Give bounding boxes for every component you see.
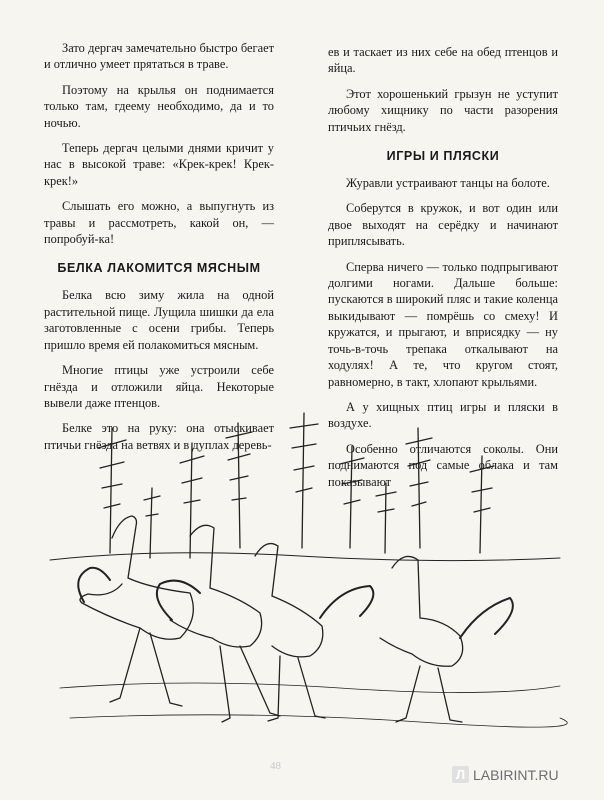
horizon-line <box>50 553 560 561</box>
ground-lines <box>60 683 567 727</box>
paragraph: Белке это на руку: она отыскивает птичьи гнёзда на ветвях и в дуплах деревь- <box>44 421 274 452</box>
paragraph: ев и таскает из них себе на обед птенцов и яйца. <box>328 45 558 76</box>
watermark-text: LABIRINT.RU <box>473 766 559 783</box>
section-heading: БЕЛКА ЛАКОМИТСЯ МЯСНЫМ <box>57 261 261 276</box>
paragraph: Особенно отличаются соколы. Они поднимаются под самые облака и там показывают <box>328 441 558 489</box>
labirint-logo-icon: Л <box>452 766 469 783</box>
labirint-watermark <box>452 766 559 783</box>
crane-center-right <box>255 544 373 721</box>
paragraph: Этот хорошенький грызун не уступит любому хищнику по части разорения птичьих гнёзд. <box>328 86 558 134</box>
section-heading: ИГРЫ И ПЛЯСКИ <box>386 149 500 164</box>
crane-right <box>380 556 513 722</box>
crane-left <box>78 516 193 706</box>
paragraph: Соберутся в кружок, и вот один или двое выходят на серёдку и начинают приплясывать. <box>328 201 558 249</box>
paragraph: А у хищных птиц игры и пляски в воздухе. <box>328 399 558 431</box>
paragraph: Сперва ничего — только подпрыгивают долгими ногами. Дальше больше: пускаются в широкий пляс и такие коленца выкидывают — помрёшь со смеху! И кружатся, и прыгают, и вприсядку — ну точь-в-точь трепака откалывают на ходулях! А те, что кругом стоят, равномерно, в такт, хлопают крыльями. <box>328 259 558 389</box>
paragraph: Многие птицы уже устроили себе гнёзда и отложили яйца. Некоторые вывели даже птенцов. <box>44 363 274 410</box>
paragraph: Журавли устраивают танцы на болоте. <box>346 176 550 191</box>
paragraph: Зато дергач замечательно быстро бегает и отлично умеет прятаться в траве. <box>44 41 274 72</box>
crane-center <box>157 525 280 722</box>
paragraph: Белка всю зиму жила на одной растительной пище. Лущила шишки да ела заготовленные с осени грибы. Теперь пришло время ей полакомиться мясным. <box>44 288 274 352</box>
paragraph: Теперь дергач целыми днями кричит у нас в высокой траве: «Крек-крек! Крек-крек!» <box>44 141 274 188</box>
cranes-illustration <box>40 388 570 748</box>
paragraph: Поэтому на крылья он поднимается только там, гдеему необходимо, да и то ночью. <box>44 82 274 130</box>
paragraph: Слышать его можно, а выпугнуть из травы и рассмотреть, какой он, — попробуй-ка! <box>44 199 274 247</box>
page-number: 48 <box>270 760 281 772</box>
forest-background <box>98 413 494 558</box>
